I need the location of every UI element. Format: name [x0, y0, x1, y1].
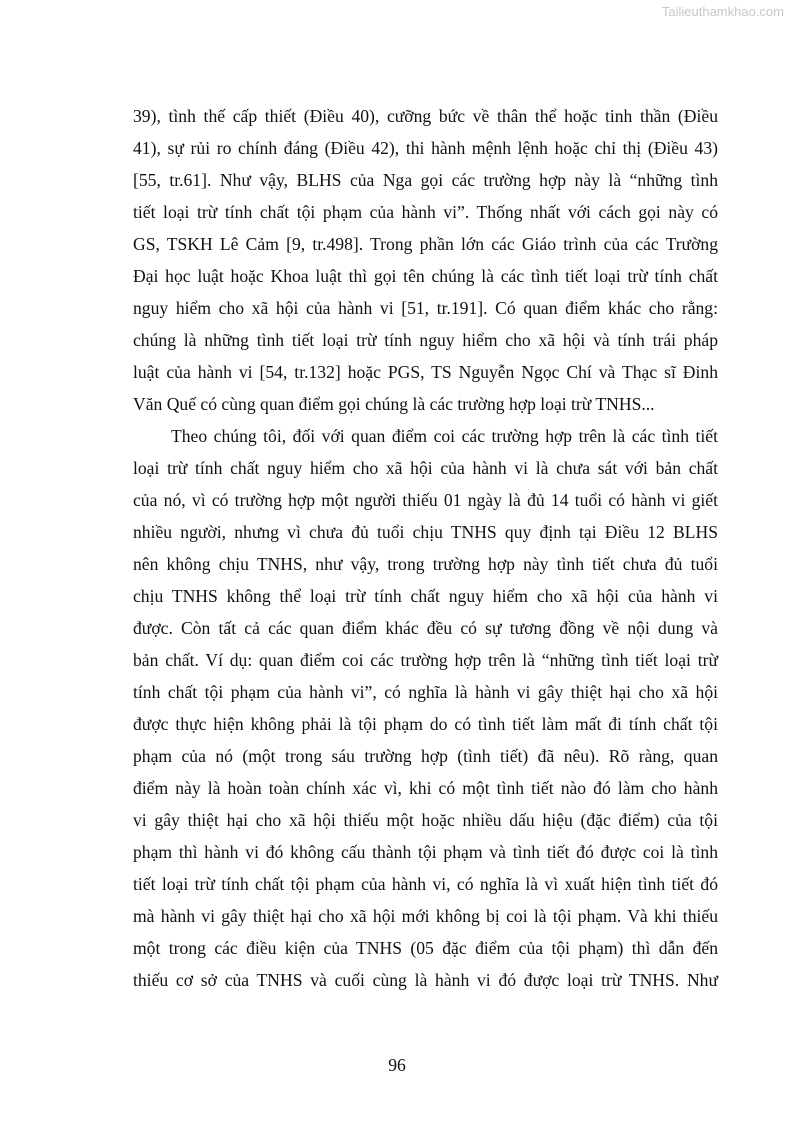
text-line: của nó, vì có trường hợp một người thiếu 01 ngày là đủ 14 tuổi có hành vi giết: [133, 490, 718, 510]
text-line: nhiều người, nhưng vì chưa đủ tuổi chịu TNHS quy định tại Điều 12 BLHS: [133, 522, 718, 542]
text-line: phạm thì hành vi đó không cấu thành tội phạm và tình tiết đó được coi là tình: [133, 842, 718, 862]
text-line: loại trừ tính chất nguy hiểm cho xã hội của hành vi là chưa sát với bản chất: [133, 458, 718, 478]
text-line: GS, TSKH Lê Cảm [9, tr.498]. Trong phần lớn các Giáo trình của các Trường: [133, 234, 718, 254]
page-number: 96: [388, 1055, 406, 1075]
text-line: chịu TNHS không thể loại trừ tính chất nguy hiểm cho xã hội của hành vi: [133, 586, 718, 606]
text-line: thiếu cơ sở của TNHS và cuối cùng là hành vi đó được loại trừ TNHS. Như: [133, 970, 718, 990]
body-text: [133, 100, 718, 996]
text-line: bản chất. Ví dụ: quan điểm coi các trường hợp trên là “những tình tiết loại trừ: [133, 650, 718, 670]
text-line: Đại học luật hoặc Khoa luật thì gọi tên chúng là các tình tiết loại trừ tính chất: [133, 266, 718, 286]
text-line: chúng là những tình tiết loại trừ tính nguy hiểm cho xã hội và tính trái pháp: [133, 330, 718, 350]
text-line: một trong các điều kiện của TNHS (05 đặc điểm của tội phạm) thì dẫn đến: [133, 938, 718, 958]
text-line: tiết loại trừ tính chất tội phạm của hành vi”. Thống nhất với cách gọi này có: [133, 202, 718, 222]
watermark: Tailieuthamkhao.com: [661, 4, 784, 19]
text-line: nên không chịu TNHS, như vậy, trong trường hợp này tình tiết chưa đủ tuổi: [133, 554, 718, 574]
text-line: 39), tình thế cấp thiết (Điều 40), cưỡng bức về thân thể hoặc tinh thần (Điều: [133, 106, 718, 126]
text-line: điểm này là hoàn toàn chính xác vì, khi có một tình tiết nào đó làm cho hành: [133, 778, 718, 798]
text-line: nguy hiểm cho xã hội của hành vi [51, tr.191]. Có quan điểm khác cho rằng:: [133, 298, 718, 318]
text-line: Theo chúng tôi, đối với quan điểm coi các trường hợp trên là các tình tiết: [171, 426, 718, 446]
paragraph-2: [133, 420, 718, 996]
text-line: được thực hiện không phải là tội phạm do có tình tiết làm mất đi tính chất tội: [133, 714, 718, 734]
text-line: luật của hành vi [54, tr.132] hoặc PGS, TS Nguyễn Ngọc Chí và Thạc sĩ Đinh: [133, 362, 718, 382]
text-line: phạm của nó (một trong sáu trường hợp (tình tiết) đã nêu). Rõ ràng, quan: [133, 746, 718, 766]
text-line: vi gây thiệt hại cho xã hội thiếu một hoặc nhiều dấu hiệu (đặc điểm) của tội: [133, 810, 718, 830]
text-line: Văn Quế có cùng quan điểm gọi chúng là các trường hợp loại trừ TNHS...: [133, 394, 655, 414]
paragraph-1: [133, 100, 718, 420]
text-line: được. Còn tất cả các quan điểm khác đều có sự tương đồng về nội dung và: [133, 618, 718, 638]
text-line: [55, tr.61]. Như vậy, BLHS của Nga gọi các trường hợp này là “những tình: [133, 170, 718, 190]
text-line: mà hành vi gây thiệt hại cho xã hội mới không bị coi là tội phạm. Và khi thiếu: [133, 906, 718, 926]
text-line: 41), sự rủi ro chính đáng (Điều 42), thi hành mệnh lệnh hoặc chỉ thị (Điều 43): [133, 138, 718, 158]
text-line: tiết loại trừ tính chất tội phạm của hành vi, có nghĩa là vì xuất hiện tình tiết đó: [133, 874, 718, 894]
text-line: tính chất tội phạm của hành vi”, có nghĩa là hành vi gây thiệt hại cho xã hội: [133, 682, 718, 702]
